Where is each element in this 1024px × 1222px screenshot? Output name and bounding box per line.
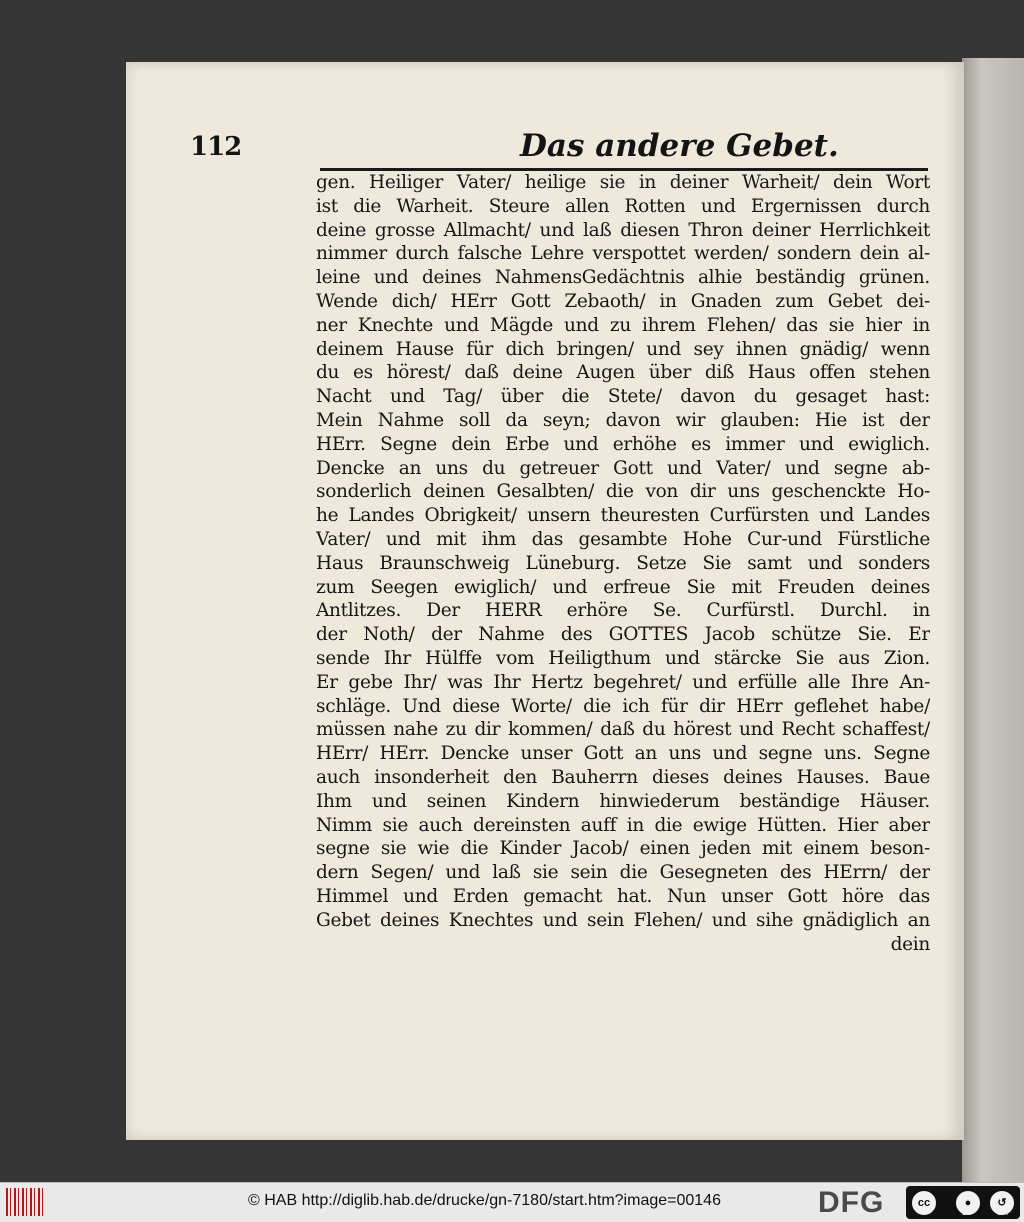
text-line: zum Seegen ewiglich/ und erfreue Sie mit Freuden deines — [316, 576, 930, 598]
text-line: deine grosse Allmacht/ und laß diesen Thron deiner Herrlichkeit — [316, 219, 930, 241]
text-line: sende Ihr Hülffe vom Heiligthum und stärcke Sie aus Zion. — [316, 647, 930, 669]
text-line: Nimm sie auch dereinsten auff in die ewige Hütten. Hier aber — [316, 814, 930, 836]
text-line: auch insonderheit den Bauherrn dieses deines Hauses. Baue — [316, 766, 930, 788]
text-line: Haus Braunschweig Lüneburg. Setze Sie samt und sonders — [316, 552, 930, 574]
cc-by-label: BY — [962, 1208, 973, 1217]
text-line: leine und deines NahmensGedächtnis alhie beständig grünen. — [316, 267, 930, 289]
catchword: dein — [890, 933, 930, 955]
by-icon: ● — [954, 1189, 982, 1217]
text-line: Vater/ und mit ihm das gesambte Hohe Cur-und Fürstliche — [316, 528, 930, 550]
text-line: segne sie wie die Kinder Jacob/ einen jeden mit einem beson- — [316, 838, 930, 860]
text-line: Nacht und Tag/ über die Stete/ davon du gesaget hast: — [316, 386, 930, 408]
text-line: dern Segen/ und laß sie sein die Gesegneten des HErrn/ der — [316, 862, 930, 884]
text-line: der Noth/ der Nahme des GOTTES Jacob schütze Sie. Er — [316, 624, 930, 646]
text-line: du es hörest/ daß deine Augen über diß Haus offen stehen — [316, 362, 930, 384]
running-head: Das andere Gebet. — [520, 128, 839, 164]
text-line: HErr/ HErr. Dencke unser Gott an uns und segne uns. Segne — [316, 743, 930, 765]
text-line: deinem Hause für dich bringen/ und sey ihnen gnädig/ wenn — [316, 338, 930, 360]
text-line: sonderlich deinen Gesalbten/ die von dir uns geschenckte Ho- — [316, 481, 930, 503]
sa-icon: ↺ — [988, 1189, 1016, 1217]
text-line: gen. Heiliger Vater/ heilige sie in deiner Warheit/ dein Wort — [316, 172, 930, 193]
text-line: Gebet deines Knechtes und sein Flehen/ und sihe gnädiglich an — [316, 909, 930, 931]
text-line: Dencke an uns du getreuer Gott und Vater/ und segne ab- — [316, 457, 930, 479]
cc-license-badge[interactable] — [906, 1186, 1020, 1219]
next-page-edge — [962, 58, 1024, 1182]
text-line: ner Knechte und Mägde und zu ihrem Flehen/ das sie hier in — [316, 314, 930, 336]
text-line: Ihm und seinen Kindern hinwiederum beständige Häuser. — [316, 790, 930, 812]
text-line: nimmer durch falsche Lehre verspottet werden/ sondern dein al- — [316, 243, 930, 265]
text-line: Er gebe Ihr/ was Ihr Hertz begehret/ und erfülle alle Ihre An- — [316, 671, 930, 693]
cc-icon: cc — [910, 1189, 938, 1217]
barcode-logo-icon — [6, 1188, 46, 1216]
text-line: Mein Nahme soll da seyn; davon wir glauben: Hie ist der — [316, 409, 930, 431]
text-block — [316, 171, 930, 956]
text-line: Himmel und Erden gemacht hat. Nun unser Gott höre das — [316, 885, 930, 907]
text-line: Wende dich/ HErr Gott Zebaoth/ in Gnaden zum Gebet dei- — [316, 290, 930, 312]
text-line: müssen nahe zu dir kommen/ daß du hörest und Recht schaffest/ — [316, 719, 930, 741]
dfg-logo: DFG — [818, 1186, 885, 1219]
text-line: schläge. Und diese Worte/ die ich für dir HErr geflehet habe/ — [316, 695, 930, 717]
text-line: Antlitzes. Der HERR erhöre Se. Curfürstl. Durchl. in — [316, 600, 930, 622]
page-number: 112 — [190, 132, 242, 162]
text-line: ist die Warheit. Steure allen Rotten und Ergernissen durch — [316, 195, 930, 217]
copyright-url[interactable]: © HAB http://diglib.hab.de/drucke/gn-7180/start.htm?image=00146 — [248, 1192, 721, 1209]
text-line: HErr. Segne dein Erbe und erhöhe es immer und ewiglich. — [316, 433, 930, 455]
cc-sa-label: SA — [997, 1208, 1008, 1217]
footer-bar — [0, 1182, 1024, 1222]
text-line: he Landes Obrigkeit/ unsern theuresten Curfürsten und Landes — [316, 505, 930, 527]
